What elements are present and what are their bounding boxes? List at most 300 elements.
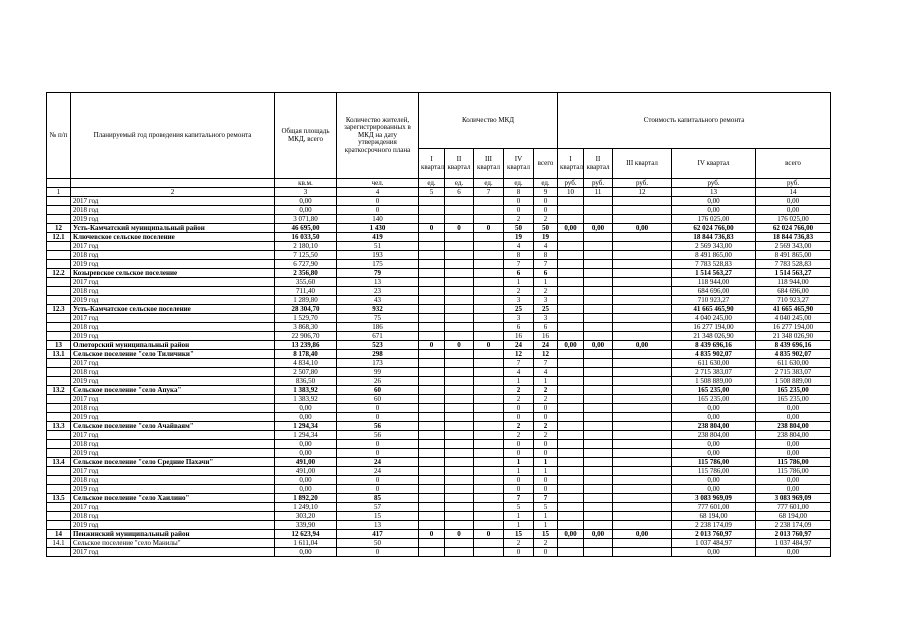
- table-cell: 1 294,34: [275, 422, 337, 431]
- table-cell: 5: [534, 503, 558, 512]
- table-cell: 2017 год: [71, 278, 275, 287]
- table-cell: 355,60: [275, 278, 337, 287]
- column-number-cell: 7: [474, 188, 504, 197]
- table-cell: [613, 359, 672, 368]
- table-cell: [584, 485, 613, 494]
- table-cell: [445, 413, 474, 422]
- table-cell: 24: [504, 341, 534, 350]
- table-row: [47, 197, 831, 206]
- table-cell: [584, 458, 613, 467]
- table-cell: [445, 269, 474, 278]
- table-cell: [419, 206, 445, 215]
- table-cell: [558, 359, 584, 368]
- table-row: [47, 323, 831, 332]
- table-cell: [584, 404, 613, 413]
- table-cell: 0,00: [613, 341, 672, 350]
- table-cell: 0: [504, 485, 534, 494]
- table-cell: 16: [504, 332, 534, 341]
- table-cell: [613, 251, 672, 260]
- table-cell: 140: [337, 215, 419, 224]
- table-cell: 0,00: [756, 206, 831, 215]
- table-cell: [47, 476, 71, 485]
- table-cell: [445, 386, 474, 395]
- header-year: Планируемый год проведения капитального ремонта: [71, 93, 275, 179]
- table-cell: [558, 485, 584, 494]
- table-cell: 13: [47, 341, 71, 350]
- table-cell: [558, 323, 584, 332]
- table-cell: [613, 503, 672, 512]
- table-row: [47, 242, 831, 251]
- table-cell: 6: [504, 323, 534, 332]
- table-cell: 2019 год: [71, 521, 275, 530]
- table-cell: [47, 413, 71, 422]
- table-cell: [419, 377, 445, 386]
- table-cell: [558, 269, 584, 278]
- table-cell: [613, 458, 672, 467]
- table-cell: 2: [534, 215, 558, 224]
- table-cell: [445, 233, 474, 242]
- table-cell: 0,00: [672, 449, 756, 458]
- table-cell: [558, 458, 584, 467]
- table-cell: 0: [534, 413, 558, 422]
- table-row: [47, 296, 831, 305]
- header-num: № п/п: [47, 93, 71, 179]
- table-row: [47, 386, 831, 395]
- table-cell: [613, 314, 672, 323]
- table-cell: [474, 287, 504, 296]
- table-cell: [584, 521, 613, 530]
- table-row: [47, 449, 831, 458]
- table-cell: 3 071,80: [275, 215, 337, 224]
- table-cell: [613, 242, 672, 251]
- table-cell: [419, 242, 445, 251]
- table-cell: [47, 251, 71, 260]
- table-cell: 238 804,00: [756, 431, 831, 440]
- table-cell: [474, 539, 504, 548]
- table-cell: [474, 296, 504, 305]
- table-cell: 60: [337, 395, 419, 404]
- table-cell: [419, 269, 445, 278]
- table-cell: 7: [534, 260, 558, 269]
- header-cost-q2: II квартал: [584, 149, 613, 179]
- column-numbers-row: [47, 188, 831, 197]
- table-cell: 79: [337, 269, 419, 278]
- table-cell: 0,00: [613, 530, 672, 539]
- table-cell: 2018 год: [71, 404, 275, 413]
- table-cell: [558, 476, 584, 485]
- table-cell: 62 024 766,00: [672, 224, 756, 233]
- table-cell: 1: [534, 278, 558, 287]
- table-cell: 1 611,04: [275, 539, 337, 548]
- table-cell: [445, 377, 474, 386]
- table-cell: [445, 512, 474, 521]
- column-number-cell: 2: [71, 188, 275, 197]
- table-cell: 176 025,00: [756, 215, 831, 224]
- unit-cell: кв.м.: [275, 179, 337, 188]
- table-cell: [584, 233, 613, 242]
- table-cell: 2017 год: [71, 242, 275, 251]
- table-cell: 2: [534, 431, 558, 440]
- table-cell: Усть-Камчатский муниципальный район: [71, 224, 275, 233]
- table-cell: 22 906,70: [275, 332, 337, 341]
- table-cell: 16 033,50: [275, 233, 337, 242]
- table-cell: 3 083 969,09: [756, 494, 831, 503]
- table-cell: [558, 467, 584, 476]
- table-cell: 0: [534, 548, 558, 557]
- table-cell: [584, 503, 613, 512]
- table-cell: [558, 314, 584, 323]
- table-cell: [47, 314, 71, 323]
- table-cell: 0,00: [584, 530, 613, 539]
- table-cell: 0,00: [584, 224, 613, 233]
- table-cell: 7: [504, 260, 534, 269]
- unit-cell: руб.: [672, 179, 756, 188]
- table-cell: [474, 422, 504, 431]
- table-cell: 15: [534, 530, 558, 539]
- table-cell: [474, 215, 504, 224]
- table-cell: 3 083 969,09: [672, 494, 756, 503]
- table-cell: [584, 197, 613, 206]
- table-cell: 1 508 889,00: [756, 377, 831, 386]
- table-cell: 0: [504, 206, 534, 215]
- table-cell: [419, 251, 445, 260]
- table-cell: 7: [504, 359, 534, 368]
- table-cell: 0,00: [275, 476, 337, 485]
- table-cell: [613, 386, 672, 395]
- table-cell: [613, 233, 672, 242]
- table-cell: 13: [337, 278, 419, 287]
- table-cell: [445, 449, 474, 458]
- table-cell: [558, 350, 584, 359]
- table-cell: 0: [445, 341, 474, 350]
- table-cell: 7: [534, 494, 558, 503]
- table-cell: 419: [337, 233, 419, 242]
- table-cell: 19: [534, 233, 558, 242]
- table-cell: 2: [504, 386, 534, 395]
- header-q3: III квартал: [474, 149, 504, 179]
- table-row: [47, 251, 831, 260]
- table-cell: [584, 494, 613, 503]
- table-cell: 56: [337, 422, 419, 431]
- table-cell: 8: [504, 251, 534, 260]
- table-cell: [584, 431, 613, 440]
- table-cell: 2 238 174,09: [756, 521, 831, 530]
- table-cell: 0,00: [275, 440, 337, 449]
- table-cell: 1 508 889,00: [672, 377, 756, 386]
- table-cell: [584, 512, 613, 521]
- table-cell: 1: [504, 458, 534, 467]
- table-cell: 62 024 766,00: [756, 224, 831, 233]
- table-cell: 15: [337, 512, 419, 521]
- table-cell: [474, 476, 504, 485]
- table-row: [47, 215, 831, 224]
- table-cell: [445, 305, 474, 314]
- table-row: [47, 395, 831, 404]
- table-cell: [419, 539, 445, 548]
- table-cell: [474, 377, 504, 386]
- table-cell: 4 835 902,07: [672, 350, 756, 359]
- table-cell: 99: [337, 368, 419, 377]
- table-cell: [445, 539, 474, 548]
- table-cell: 0,00: [756, 485, 831, 494]
- table-row: [47, 278, 831, 287]
- table-cell: 2: [504, 422, 534, 431]
- table-cell: [584, 206, 613, 215]
- table-cell: 13.4: [47, 458, 71, 467]
- table-cell: 60: [337, 386, 419, 395]
- table-row: [47, 341, 831, 350]
- table-cell: [47, 287, 71, 296]
- table-cell: [419, 494, 445, 503]
- table-cell: 12.2: [47, 269, 71, 278]
- table-cell: 0: [337, 449, 419, 458]
- table-cell: [419, 404, 445, 413]
- table-cell: 8 439 696,16: [672, 341, 756, 350]
- table-cell: [558, 440, 584, 449]
- table-cell: Пенжинский муниципальный район: [71, 530, 275, 539]
- table-cell: [445, 485, 474, 494]
- table-row: [47, 269, 831, 278]
- table-cell: [47, 359, 71, 368]
- table-cell: 2 569 343,00: [756, 242, 831, 251]
- unit-cell: руб.: [613, 179, 672, 188]
- table-cell: 0: [337, 548, 419, 557]
- table-cell: 2: [534, 395, 558, 404]
- table-cell: [47, 512, 71, 521]
- table-cell: 1: [534, 512, 558, 521]
- table-cell: 0,00: [756, 404, 831, 413]
- table-cell: 0: [337, 206, 419, 215]
- table-cell: 13.5: [47, 494, 71, 503]
- unit-cell: чел.: [337, 179, 419, 188]
- table-cell: [613, 368, 672, 377]
- table-cell: [558, 287, 584, 296]
- table-cell: 417: [337, 530, 419, 539]
- unit-cell: руб.: [584, 179, 613, 188]
- table-cell: [47, 368, 71, 377]
- table-cell: 6: [534, 323, 558, 332]
- table-cell: 0: [419, 530, 445, 539]
- table-cell: 2: [504, 287, 534, 296]
- table-cell: 68 194,00: [756, 512, 831, 521]
- table-cell: 175: [337, 260, 419, 269]
- table-cell: 115 786,00: [756, 467, 831, 476]
- table-cell: 0,00: [672, 548, 756, 557]
- table-cell: [419, 449, 445, 458]
- table-cell: 0: [445, 530, 474, 539]
- table-cell: Сельское поселение "село Тиличики": [71, 350, 275, 359]
- table-cell: 4 040 245,00: [672, 314, 756, 323]
- table-cell: [613, 269, 672, 278]
- table-cell: 0,00: [584, 341, 613, 350]
- header-total-mkd: всего: [534, 149, 558, 179]
- table-cell: 0: [534, 206, 558, 215]
- table-cell: 41 665 465,90: [756, 305, 831, 314]
- table-row: [47, 287, 831, 296]
- table-cell: Сельское поселение "село Ачайваям": [71, 422, 275, 431]
- table-cell: [445, 440, 474, 449]
- table-cell: 0: [504, 440, 534, 449]
- table-cell: [419, 431, 445, 440]
- table-cell: [474, 413, 504, 422]
- table-cell: 193: [337, 251, 419, 260]
- table-cell: [613, 404, 672, 413]
- table-cell: 23: [337, 287, 419, 296]
- table-cell: 19: [504, 233, 534, 242]
- table-cell: [613, 431, 672, 440]
- table-cell: [419, 215, 445, 224]
- table-row: [47, 314, 831, 323]
- table-cell: [558, 548, 584, 557]
- table-cell: [47, 215, 71, 224]
- table-cell: 115 786,00: [756, 458, 831, 467]
- column-number-cell: 12: [613, 188, 672, 197]
- table-cell: 2 013 760,97: [756, 530, 831, 539]
- table-cell: [419, 332, 445, 341]
- table-cell: [445, 332, 474, 341]
- table-cell: [474, 278, 504, 287]
- table-cell: [584, 314, 613, 323]
- table-cell: [419, 485, 445, 494]
- table-cell: [474, 314, 504, 323]
- table-cell: 0,00: [558, 341, 584, 350]
- column-number-cell: 3: [275, 188, 337, 197]
- table-cell: 0,00: [672, 413, 756, 422]
- table-cell: 43: [337, 296, 419, 305]
- table-row: [47, 368, 831, 377]
- column-number-cell: 5: [419, 188, 445, 197]
- table-cell: [584, 242, 613, 251]
- table-cell: 2: [504, 539, 534, 548]
- table-row: [47, 521, 831, 530]
- table-cell: 1 249,10: [275, 503, 337, 512]
- table-cell: [613, 206, 672, 215]
- table-cell: [445, 422, 474, 431]
- table-cell: 0: [504, 548, 534, 557]
- table-cell: 2: [504, 395, 534, 404]
- table-row: [47, 377, 831, 386]
- table-cell: 2017 год: [71, 197, 275, 206]
- table-cell: [474, 440, 504, 449]
- table-cell: [613, 476, 672, 485]
- table-cell: [419, 413, 445, 422]
- table-cell: 7 783 528,83: [672, 260, 756, 269]
- unit-cell: ед.: [445, 179, 474, 188]
- column-number-cell: 13: [672, 188, 756, 197]
- table-cell: 50: [534, 224, 558, 233]
- table-cell: 16: [534, 332, 558, 341]
- table-cell: 0: [337, 197, 419, 206]
- table-cell: [445, 350, 474, 359]
- table-cell: 0,00: [672, 404, 756, 413]
- table-cell: [445, 260, 474, 269]
- table-cell: 1 294,34: [275, 431, 337, 440]
- unit-cell: ед.: [474, 179, 504, 188]
- table-cell: 491,00: [275, 467, 337, 476]
- table-cell: 1: [504, 467, 534, 476]
- table-cell: 2 238 174,09: [672, 521, 756, 530]
- table-cell: 2: [534, 386, 558, 395]
- table-cell: [419, 368, 445, 377]
- table-cell: [558, 431, 584, 440]
- table-cell: 1: [504, 278, 534, 287]
- table-cell: [474, 332, 504, 341]
- table-cell: 8: [534, 251, 558, 260]
- table-cell: 0,00: [275, 206, 337, 215]
- table-cell: [445, 359, 474, 368]
- table-cell: [613, 197, 672, 206]
- table-cell: [474, 323, 504, 332]
- table-row: [47, 530, 831, 539]
- table-cell: 2: [504, 215, 534, 224]
- table-cell: [47, 467, 71, 476]
- table-cell: [474, 305, 504, 314]
- table-cell: [613, 287, 672, 296]
- table-cell: 0: [504, 413, 534, 422]
- table-cell: 0,00: [672, 476, 756, 485]
- table-cell: 1 892,20: [275, 494, 337, 503]
- table-cell: [419, 395, 445, 404]
- table-cell: [584, 269, 613, 278]
- table-cell: 2018 год: [71, 368, 275, 377]
- table-cell: [445, 314, 474, 323]
- table-cell: [474, 404, 504, 413]
- table-row: [47, 539, 831, 548]
- table-cell: [419, 512, 445, 521]
- table-cell: 173: [337, 359, 419, 368]
- table-cell: [613, 377, 672, 386]
- table-cell: 3: [504, 314, 534, 323]
- table-cell: [445, 494, 474, 503]
- table-cell: [613, 350, 672, 359]
- table-cell: 238 804,00: [672, 431, 756, 440]
- table-cell: [584, 422, 613, 431]
- table-cell: [419, 278, 445, 287]
- table-cell: 2019 год: [71, 296, 275, 305]
- table-cell: [445, 278, 474, 287]
- table-cell: [47, 377, 71, 386]
- table-cell: 3: [504, 296, 534, 305]
- table-cell: 2 013 760,97: [672, 530, 756, 539]
- table-cell: [584, 350, 613, 359]
- table-cell: [419, 323, 445, 332]
- table-cell: [613, 395, 672, 404]
- table-cell: [419, 548, 445, 557]
- table-cell: 15: [504, 530, 534, 539]
- table-cell: [47, 449, 71, 458]
- table-cell: 0: [419, 224, 445, 233]
- table-cell: [445, 251, 474, 260]
- table-cell: 26: [337, 377, 419, 386]
- table-cell: [584, 215, 613, 224]
- table-row: [47, 305, 831, 314]
- table-cell: 2 356,80: [275, 269, 337, 278]
- table-cell: 0: [534, 485, 558, 494]
- table-cell: [558, 512, 584, 521]
- table-cell: 710 923,27: [672, 296, 756, 305]
- table-cell: 2 715 383,07: [756, 368, 831, 377]
- table-cell: [47, 503, 71, 512]
- table-cell: 523: [337, 341, 419, 350]
- table-cell: [613, 467, 672, 476]
- table-cell: 165 235,00: [756, 395, 831, 404]
- table-cell: [558, 386, 584, 395]
- table-cell: [474, 503, 504, 512]
- table-cell: 0,00: [275, 449, 337, 458]
- table-cell: 4 040 245,00: [756, 314, 831, 323]
- table-row: [47, 467, 831, 476]
- table-cell: [445, 503, 474, 512]
